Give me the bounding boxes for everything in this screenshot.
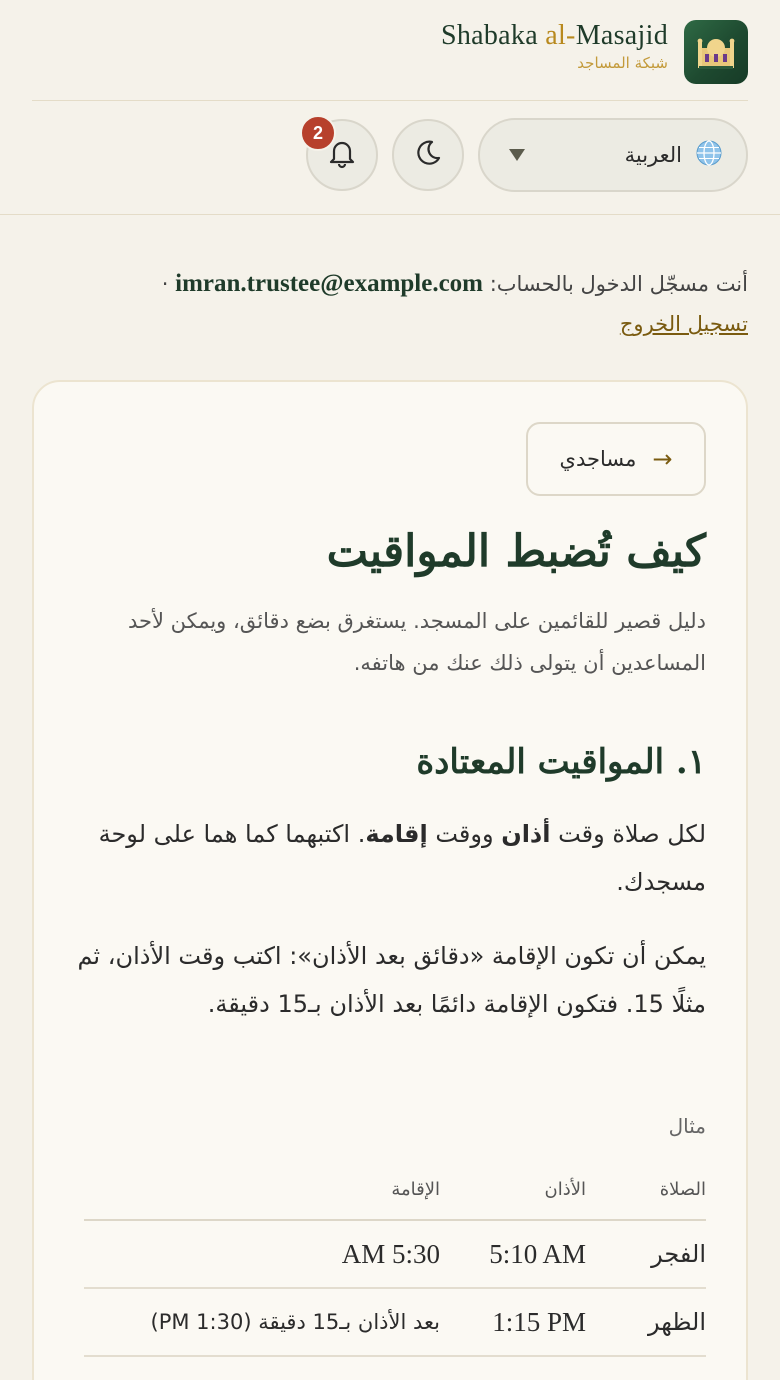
language-select[interactable] bbox=[478, 118, 748, 192]
prayer-name: الفجر bbox=[586, 1220, 706, 1288]
bold-iqama: إقامة bbox=[365, 820, 428, 848]
column-header-adhan: الأذان bbox=[440, 1160, 586, 1220]
mosque-logo-icon[interactable] bbox=[684, 20, 748, 84]
paragraph-minutes-after: يمكن أن تكون الإقامة «دقائق بعد الأذان»: اكتب وقت الأذان، ثم مثلًا 15. فتكون الإقامة دائمًا بعد الأذان بـ15 دقيقة. bbox=[77, 942, 706, 1018]
prayer-name: الظهر bbox=[586, 1288, 706, 1356]
section-title: ١. المواقيت المعتادة bbox=[416, 742, 706, 782]
language-label: العربية bbox=[624, 143, 682, 167]
brand-text bbox=[441, 20, 668, 72]
table-row bbox=[84, 1288, 706, 1356]
brand-subtitle: شبكة المساجد bbox=[577, 54, 668, 72]
adhan-time: 1:15 PM bbox=[440, 1288, 586, 1356]
header-controls bbox=[306, 118, 748, 192]
arrow-right-icon: → bbox=[652, 445, 673, 473]
bold-adhan: أذان bbox=[501, 820, 551, 848]
intro-text: دليل قصير للقائمين على المسجد. يستغرق بضع دقائق، ويمكن لأحد المساعدين أن يتولى ذلك عنك من هاتفه. bbox=[127, 609, 706, 675]
theme-toggle-button[interactable] bbox=[392, 119, 464, 191]
signed-in-prefix: أنت مسجّل الدخول بالحساب: bbox=[489, 272, 748, 296]
guide-card bbox=[32, 380, 748, 1380]
header-bottom-divider bbox=[0, 214, 780, 215]
example-label: مثال bbox=[668, 1114, 706, 1138]
globe-icon bbox=[696, 140, 722, 170]
account-email: imran.trustee@example.com bbox=[175, 270, 484, 297]
page-title: كيف تُضبط المواقيت bbox=[326, 526, 706, 577]
chevron-down-icon bbox=[508, 143, 526, 167]
back-to-my-mosques-button[interactable] bbox=[526, 422, 706, 496]
language-current bbox=[625, 140, 722, 170]
logout-link[interactable]: تسجيل الخروج bbox=[619, 312, 748, 336]
brand-name: Shabaka al-Masajid bbox=[440, 20, 668, 51]
header-divider bbox=[32, 100, 748, 101]
table-row bbox=[84, 1220, 706, 1288]
notifications-button[interactable] bbox=[306, 119, 378, 191]
account-info bbox=[32, 264, 748, 304]
adhan-time: 5:10 AM bbox=[440, 1220, 586, 1288]
table-header-row bbox=[84, 1160, 706, 1220]
example-table bbox=[84, 1160, 706, 1357]
column-header-iqama: الإقامة bbox=[84, 1160, 440, 1220]
header-brand bbox=[32, 20, 748, 84]
moon-icon bbox=[413, 138, 443, 172]
notification-count-badge: 2 bbox=[300, 115, 336, 151]
iqama-time: بعد الأذان بـ15 دقيقة (1:30 PM) bbox=[84, 1288, 440, 1356]
separator: · bbox=[161, 272, 169, 296]
back-button-label: مساجدي bbox=[559, 447, 637, 471]
iqama-time: 5:30 AM bbox=[84, 1220, 440, 1288]
column-header-prayer: الصلاة bbox=[586, 1160, 706, 1220]
paragraph-adhan-iqama: لكل صلاة وقت أذان ووقت إقامة. اكتبهما كما هما على لوحة مسجدك. bbox=[98, 820, 706, 896]
